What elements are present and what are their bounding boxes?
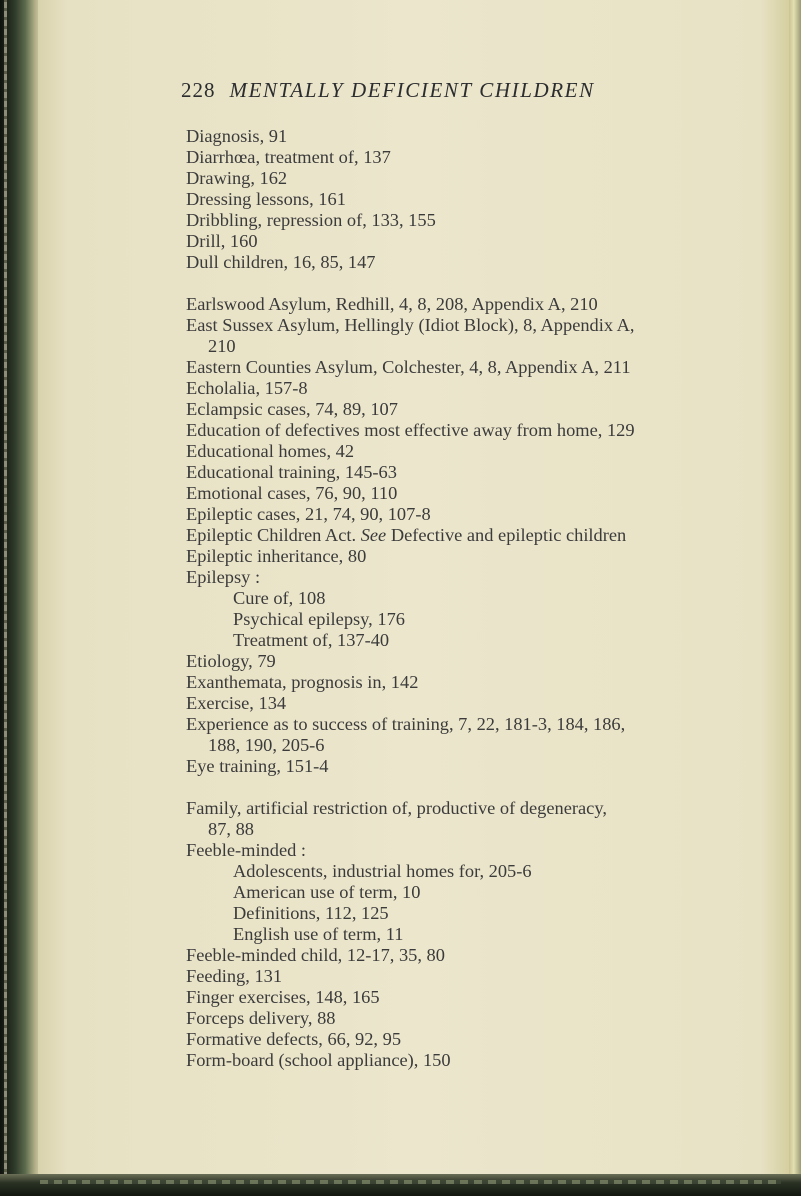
- index-entry: Drawing, 162: [186, 168, 288, 188]
- index-entry: Epileptic inheritance, 80: [186, 546, 367, 566]
- index-entry: Epilepsy :: [186, 567, 261, 587]
- index-entry: Feeding, 131: [186, 966, 283, 986]
- index-subentry: American use of term, 10: [233, 882, 421, 902]
- page-bottom-edge: [0, 1174, 801, 1196]
- index-entry: Dull children, 16, 85, 147: [186, 252, 376, 272]
- index-subentry: Psychical epilepsy, 176: [233, 609, 405, 629]
- running-header: [181, 78, 595, 103]
- index-subentry: Treatment of, 137-40: [233, 630, 390, 650]
- index-entry: Family, artificial restriction of, productive of degeneracy, 87, 88: [186, 798, 746, 840]
- index-entry: Eastern Counties Asylum, Colchester, 4, 8, Appendix A, 211: [186, 357, 631, 377]
- index-entry: Diagnosis, 91: [186, 126, 288, 146]
- index-entry: Eclampsic cases, 74, 89, 107: [186, 399, 398, 419]
- index-entry: Form-board (school appliance), 150: [186, 1050, 451, 1070]
- index-entry: Epileptic Children Act. See Defective and epileptic children: [186, 525, 627, 545]
- see-reference: See: [360, 525, 387, 545]
- index-entry: Education of defectives most effective away from home, 129: [186, 420, 635, 440]
- book-binding-edge: [0, 0, 42, 1196]
- index-entry: Educational homes, 42: [186, 441, 355, 461]
- index-subentry: Adolescents, industrial homes for, 205-6: [233, 861, 532, 881]
- entry-continuation: 210: [208, 336, 236, 356]
- index-entry: Dribbling, repression of, 133, 155: [186, 210, 436, 230]
- index-entry: Finger exercises, 148, 165: [186, 987, 380, 1007]
- running-title: MENTALLY DEFICIENT CHILDREN: [229, 78, 595, 102]
- index-entry: Echolalia, 157-8: [186, 378, 308, 398]
- index-entry: Emotional cases, 76, 90, 110: [186, 483, 398, 503]
- index-entry: Educational training, 145-63: [186, 462, 397, 482]
- index-entry: Experience as to success of training, 7, 22, 181-3, 184, 186, 188, 190, 205-6: [186, 714, 746, 756]
- index-entry: Epileptic cases, 21, 74, 90, 107-8: [186, 504, 431, 524]
- index-entry: Exercise, 134: [186, 693, 287, 713]
- index-entry: Feeble-minded child, 12-17, 35, 80: [186, 945, 445, 965]
- index-entry: Diarrhœa, treatment of, 137: [186, 147, 391, 167]
- index-entries: [186, 126, 746, 1071]
- index-entry: East Sussex Asylum, Hellingly (Idiot Block), 8, Appendix A, 210: [186, 315, 746, 357]
- index-subentry: Cure of, 108: [233, 588, 326, 608]
- index-entry: Formative defects, 66, 92, 95: [186, 1029, 402, 1049]
- entry-continuation: 87, 88: [208, 819, 254, 839]
- index-entry: Drill, 160: [186, 231, 258, 251]
- index-entry: Etiology, 79: [186, 651, 276, 671]
- page-number: 228: [181, 78, 216, 102]
- index-entry: Eye training, 151-4: [186, 756, 329, 776]
- index-subentry: English use of term, 11: [233, 924, 404, 944]
- index-subentry: Definitions, 112, 125: [233, 903, 389, 923]
- index-entry: Dressing lessons, 161: [186, 189, 346, 209]
- page-right-edge: [789, 0, 801, 1196]
- entry-continuation: 188, 190, 205-6: [208, 735, 325, 755]
- index-entry: Earlswood Asylum, Redhill, 4, 8, 208, Appendix A, 210: [186, 294, 598, 314]
- index-entry: Forceps delivery, 88: [186, 1008, 336, 1028]
- index-entry: Exanthemata, prognosis in, 142: [186, 672, 419, 692]
- index-entry: Feeble-minded :: [186, 840, 307, 860]
